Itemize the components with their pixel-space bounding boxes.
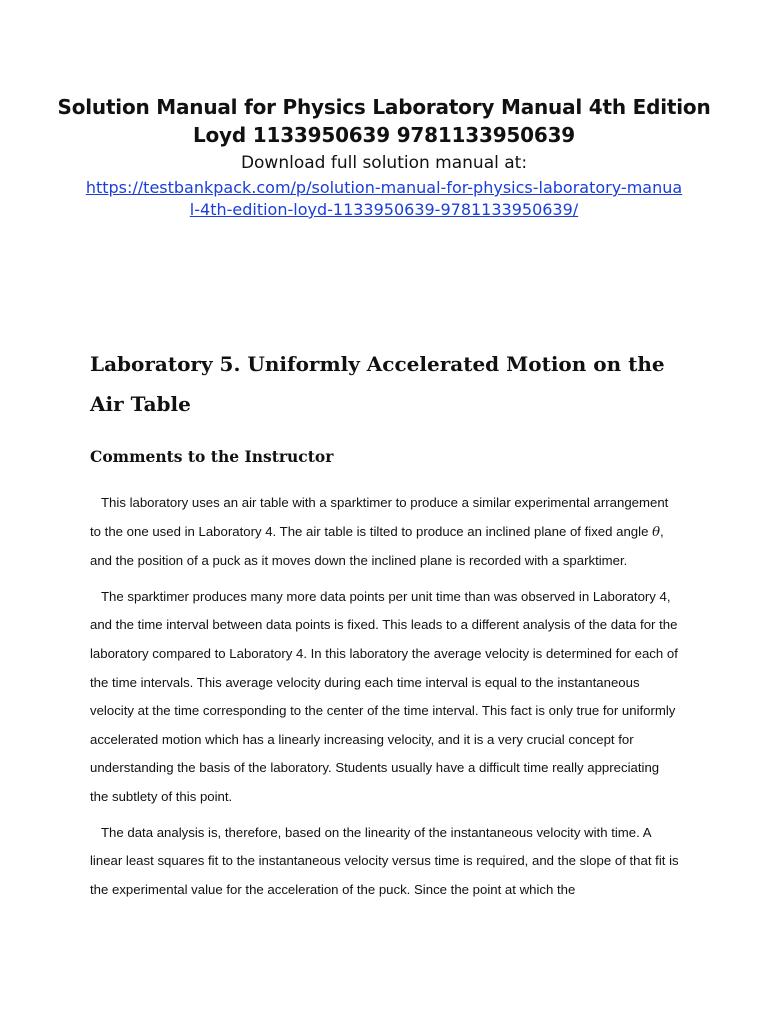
paragraph-1-end: , and the position of a puck as it moves down the inclined plane is recorded with a sparktimer. [90, 523, 664, 569]
lab-heading: Laboratory 5. Uniformly Accelerated Motion on the Air Table [90, 352, 665, 416]
document-header [40, 93, 728, 221]
section-heading: Comments to the Instructor [90, 447, 334, 466]
paragraph-1 [90, 489, 680, 576]
download-link[interactable]: https://testbankpack.com/p/solution-manual-for-physics-laboratory-manual-4th-edition-loyd-1133950639-9781133950639/ [85, 178, 683, 219]
theta-symbol: θ [652, 524, 661, 540]
download-instruction: Download full solution manual at: [240, 153, 528, 173]
paragraph-3: The data analysis is, therefore, based on the linearity of the instantaneous velocity with time. A linear least squares fit to the instantaneous velocity versus time is required, and the slope of that fit is the experimental value for the acceleration of the puck. Since the point at which the [90, 824, 679, 897]
paragraph-2: The sparktimer produces many more data points per unit time than was observed in Laboratory 4, and the time interval between data points is fixed. This leads to a different analysis of the data for the laboratory compared to Laboratory 4. In this laboratory the average velocity is determined for each of the time intervals. This average velocity during each time interval is equal to the instantaneous velocity at the time corresponding to the center of the time interval. This fact is only true for uniformly accelerated motion which has a linearly increasing velocity, and it is a very crucial concept for understanding the basis of the laboratory. Students usually have a difficult time really appreciating the subtlety of this point. [90, 588, 678, 804]
document-title: Solution Manual for Physics Laboratory Manual 4th Edition Loyd 1133950639 9781133950639 [57, 95, 711, 147]
paragraph-1-start: This laboratory uses an air table with a sparktimer to produce a similar experimental arrangement to the one used in Laboratory 4. The air table is tilted to produce an inclined plane of fixed angle [90, 495, 669, 539]
body-text [90, 489, 680, 911]
